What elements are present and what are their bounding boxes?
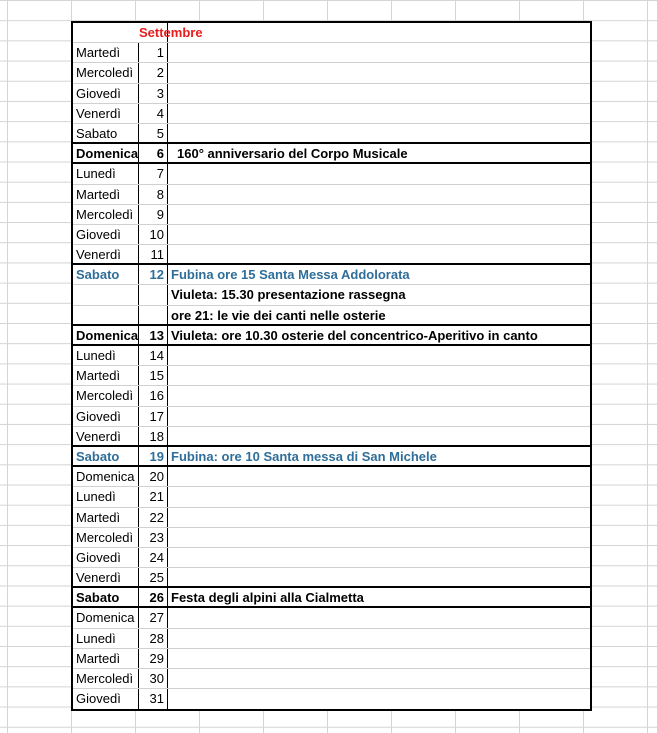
header-empty-cell[interactable] — [73, 23, 139, 42]
event-cell[interactable] — [168, 508, 590, 527]
calendar-row[interactable] — [73, 386, 590, 406]
day-number-cell[interactable]: 5 — [139, 124, 168, 142]
calendar-row[interactable] — [73, 43, 590, 63]
day-name-cell[interactable]: Lunedì — [73, 164, 139, 183]
day-name-cell[interactable]: Martedì — [73, 43, 139, 62]
day-number-cell[interactable]: 28 — [139, 629, 168, 648]
calendar-row[interactable] — [73, 185, 590, 205]
day-name-cell[interactable] — [73, 306, 139, 324]
calendar-row[interactable] — [73, 548, 590, 568]
day-name-cell[interactable]: Mercoledì — [73, 63, 139, 82]
day-number-cell[interactable]: 13 — [139, 326, 168, 344]
day-name-cell[interactable]: Domenica — [73, 467, 139, 486]
day-number-cell[interactable] — [139, 285, 168, 304]
day-name-cell[interactable]: Mercoledì — [73, 386, 139, 405]
calendar-row[interactable] — [73, 568, 590, 588]
event-cell[interactable]: Viuleta: 15.30 presentazione rassegna — [171, 287, 406, 303]
day-number-cell[interactable]: 17 — [139, 407, 168, 426]
day-name-cell[interactable]: Venerdì — [73, 245, 139, 263]
calendar-row[interactable] — [73, 225, 590, 245]
day-name-cell[interactable]: Domenica — [73, 326, 139, 344]
event-cell[interactable] — [168, 528, 590, 547]
day-name-cell[interactable]: Lunedì — [73, 487, 139, 506]
day-number-cell[interactable]: 20 — [139, 467, 168, 486]
day-name-cell[interactable]: Giovedì — [73, 407, 139, 426]
day-name-cell[interactable]: Sabato — [73, 124, 139, 142]
event-cell[interactable] — [168, 629, 590, 648]
day-name-cell[interactable]: Venerdì — [73, 568, 139, 586]
day-name-cell[interactable]: Martedì — [73, 649, 139, 668]
event-cell[interactable] — [168, 245, 590, 263]
event-cell[interactable] — [168, 689, 590, 709]
calendar-row[interactable] — [73, 306, 590, 326]
day-name-cell[interactable]: Martedì — [73, 185, 139, 204]
day-number-cell[interactable]: 29 — [139, 649, 168, 668]
calendar-row[interactable] — [73, 124, 590, 144]
day-number-cell[interactable]: 9 — [139, 205, 168, 224]
day-name-cell[interactable]: Mercoledì — [73, 669, 139, 688]
calendar-row[interactable] — [73, 245, 590, 265]
day-number-cell[interactable]: 4 — [139, 104, 168, 123]
event-cell[interactable] — [168, 225, 590, 244]
day-name-cell[interactable]: Giovedì — [73, 84, 139, 103]
event-cell[interactable] — [168, 63, 590, 82]
event-cell[interactable] — [168, 43, 590, 62]
day-number-cell[interactable]: 25 — [139, 568, 168, 586]
calendar-row[interactable] — [73, 528, 590, 548]
calendar-row[interactable] — [73, 285, 590, 305]
event-cell[interactable] — [168, 366, 590, 385]
event-cell[interactable]: Festa degli alpini alla Cialmetta — [171, 590, 364, 606]
month-title[interactable]: Settembre — [139, 23, 168, 42]
day-number-cell[interactable] — [139, 306, 168, 324]
day-name-cell[interactable]: Lunedì — [73, 629, 139, 648]
calendar-row[interactable] — [73, 629, 590, 649]
calendar-table — [71, 21, 592, 711]
day-name-cell[interactable]: Martedì — [73, 366, 139, 385]
day-name-cell[interactable]: Sabato — [73, 588, 139, 606]
calendar-row[interactable] — [73, 144, 590, 164]
header-event-cell[interactable] — [168, 23, 590, 42]
day-name-cell[interactable]: Domenica — [73, 144, 139, 162]
day-number-cell[interactable]: 6 — [139, 144, 168, 162]
event-cell[interactable] — [168, 568, 590, 586]
month-header-row[interactable] — [73, 23, 590, 43]
calendar-rows — [73, 43, 590, 709]
day-name-cell[interactable]: Giovedì — [73, 548, 139, 567]
day-number-cell[interactable]: 18 — [139, 427, 168, 445]
event-cell[interactable] — [168, 386, 590, 405]
day-name-cell[interactable]: Venerdì — [73, 427, 139, 445]
event-cell[interactable] — [168, 427, 590, 445]
event-cell[interactable] — [168, 205, 590, 224]
calendar-row[interactable] — [73, 588, 590, 608]
calendar-row[interactable] — [73, 407, 590, 427]
event-cell[interactable] — [168, 608, 590, 627]
day-name-cell[interactable]: Venerdì — [73, 104, 139, 123]
event-cell[interactable] — [168, 124, 590, 142]
day-number-cell[interactable]: 8 — [139, 185, 168, 204]
day-number-cell[interactable]: 19 — [139, 447, 168, 465]
day-name-cell[interactable]: Sabato — [73, 447, 139, 465]
event-cell[interactable]: ore 21: le vie dei canti nelle osterie — [171, 307, 386, 323]
day-name-cell[interactable]: Giovedì — [73, 689, 139, 709]
event-cell[interactable] — [168, 407, 590, 426]
day-number-cell[interactable]: 14 — [139, 346, 168, 365]
calendar-row[interactable] — [73, 63, 590, 83]
day-name-cell[interactable]: Sabato — [73, 265, 139, 284]
day-number-cell[interactable]: 11 — [139, 245, 168, 263]
event-cell[interactable] — [168, 164, 590, 183]
day-name-cell[interactable]: Domenica — [73, 608, 139, 627]
calendar-row[interactable] — [73, 104, 590, 124]
event-cell[interactable] — [168, 649, 590, 668]
calendar-row[interactable] — [73, 669, 590, 689]
event-cell[interactable] — [168, 104, 590, 123]
day-number-cell[interactable]: 22 — [139, 508, 168, 527]
event-cell[interactable]: Viuleta: ore 10.30 osterie del concentrico-Aperitivo in canto — [171, 327, 538, 343]
event-cell[interactable] — [168, 346, 590, 365]
day-number-cell[interactable]: 15 — [139, 366, 168, 385]
day-number-cell[interactable]: 23 — [139, 528, 168, 547]
calendar-row[interactable] — [73, 447, 590, 467]
day-number-cell[interactable]: 12 — [139, 265, 168, 284]
day-number-cell[interactable]: 1 — [139, 43, 168, 62]
calendar-row[interactable] — [73, 346, 590, 366]
calendar-row[interactable] — [73, 689, 590, 709]
event-cell[interactable] — [168, 487, 590, 506]
event-cell[interactable]: Fubina: ore 10 Santa messa di San Michele — [171, 448, 437, 464]
day-number-cell[interactable]: 16 — [139, 386, 168, 405]
day-number-cell[interactable]: 10 — [139, 225, 168, 244]
day-number-cell[interactable]: 2 — [139, 63, 168, 82]
calendar-row[interactable] — [73, 487, 590, 507]
calendar-row[interactable] — [73, 649, 590, 669]
day-number-cell[interactable]: 27 — [139, 608, 168, 627]
event-cell[interactable] — [168, 185, 590, 204]
calendar-row[interactable] — [73, 608, 590, 628]
event-cell[interactable]: Fubina ore 15 Santa Messa Addolorata — [171, 267, 410, 283]
calendar-row[interactable] — [73, 508, 590, 528]
calendar-row[interactable] — [73, 427, 590, 447]
event-cell[interactable] — [168, 548, 590, 567]
day-number-cell[interactable]: 3 — [139, 84, 168, 103]
day-name-cell[interactable]: Martedì — [73, 508, 139, 527]
calendar-row[interactable] — [73, 326, 590, 346]
day-number-cell[interactable]: 7 — [139, 164, 168, 183]
calendar-row[interactable] — [73, 467, 590, 487]
calendar-row[interactable] — [73, 366, 590, 386]
day-number-cell[interactable]: 31 — [139, 689, 168, 709]
calendar-row[interactable] — [73, 84, 590, 104]
day-name-cell[interactable]: Lunedì — [73, 346, 139, 365]
calendar-row[interactable] — [73, 265, 590, 285]
day-number-cell[interactable]: 26 — [139, 588, 168, 606]
day-number-cell[interactable]: 30 — [139, 669, 168, 688]
day-name-cell[interactable]: Mercoledì — [73, 205, 139, 224]
calendar-row[interactable] — [73, 164, 590, 184]
event-cell[interactable] — [168, 467, 590, 486]
day-number-cell[interactable]: 24 — [139, 548, 168, 567]
day-name-cell[interactable]: Mercoledì — [73, 528, 139, 547]
day-name-cell[interactable] — [73, 285, 139, 304]
day-name-cell[interactable]: Giovedì — [73, 225, 139, 244]
event-cell[interactable]: 160° anniversario del Corpo Musicale — [177, 146, 408, 162]
event-cell[interactable] — [168, 84, 590, 103]
day-number-cell[interactable]: 21 — [139, 487, 168, 506]
event-cell[interactable] — [168, 669, 590, 688]
calendar-row[interactable] — [73, 205, 590, 225]
